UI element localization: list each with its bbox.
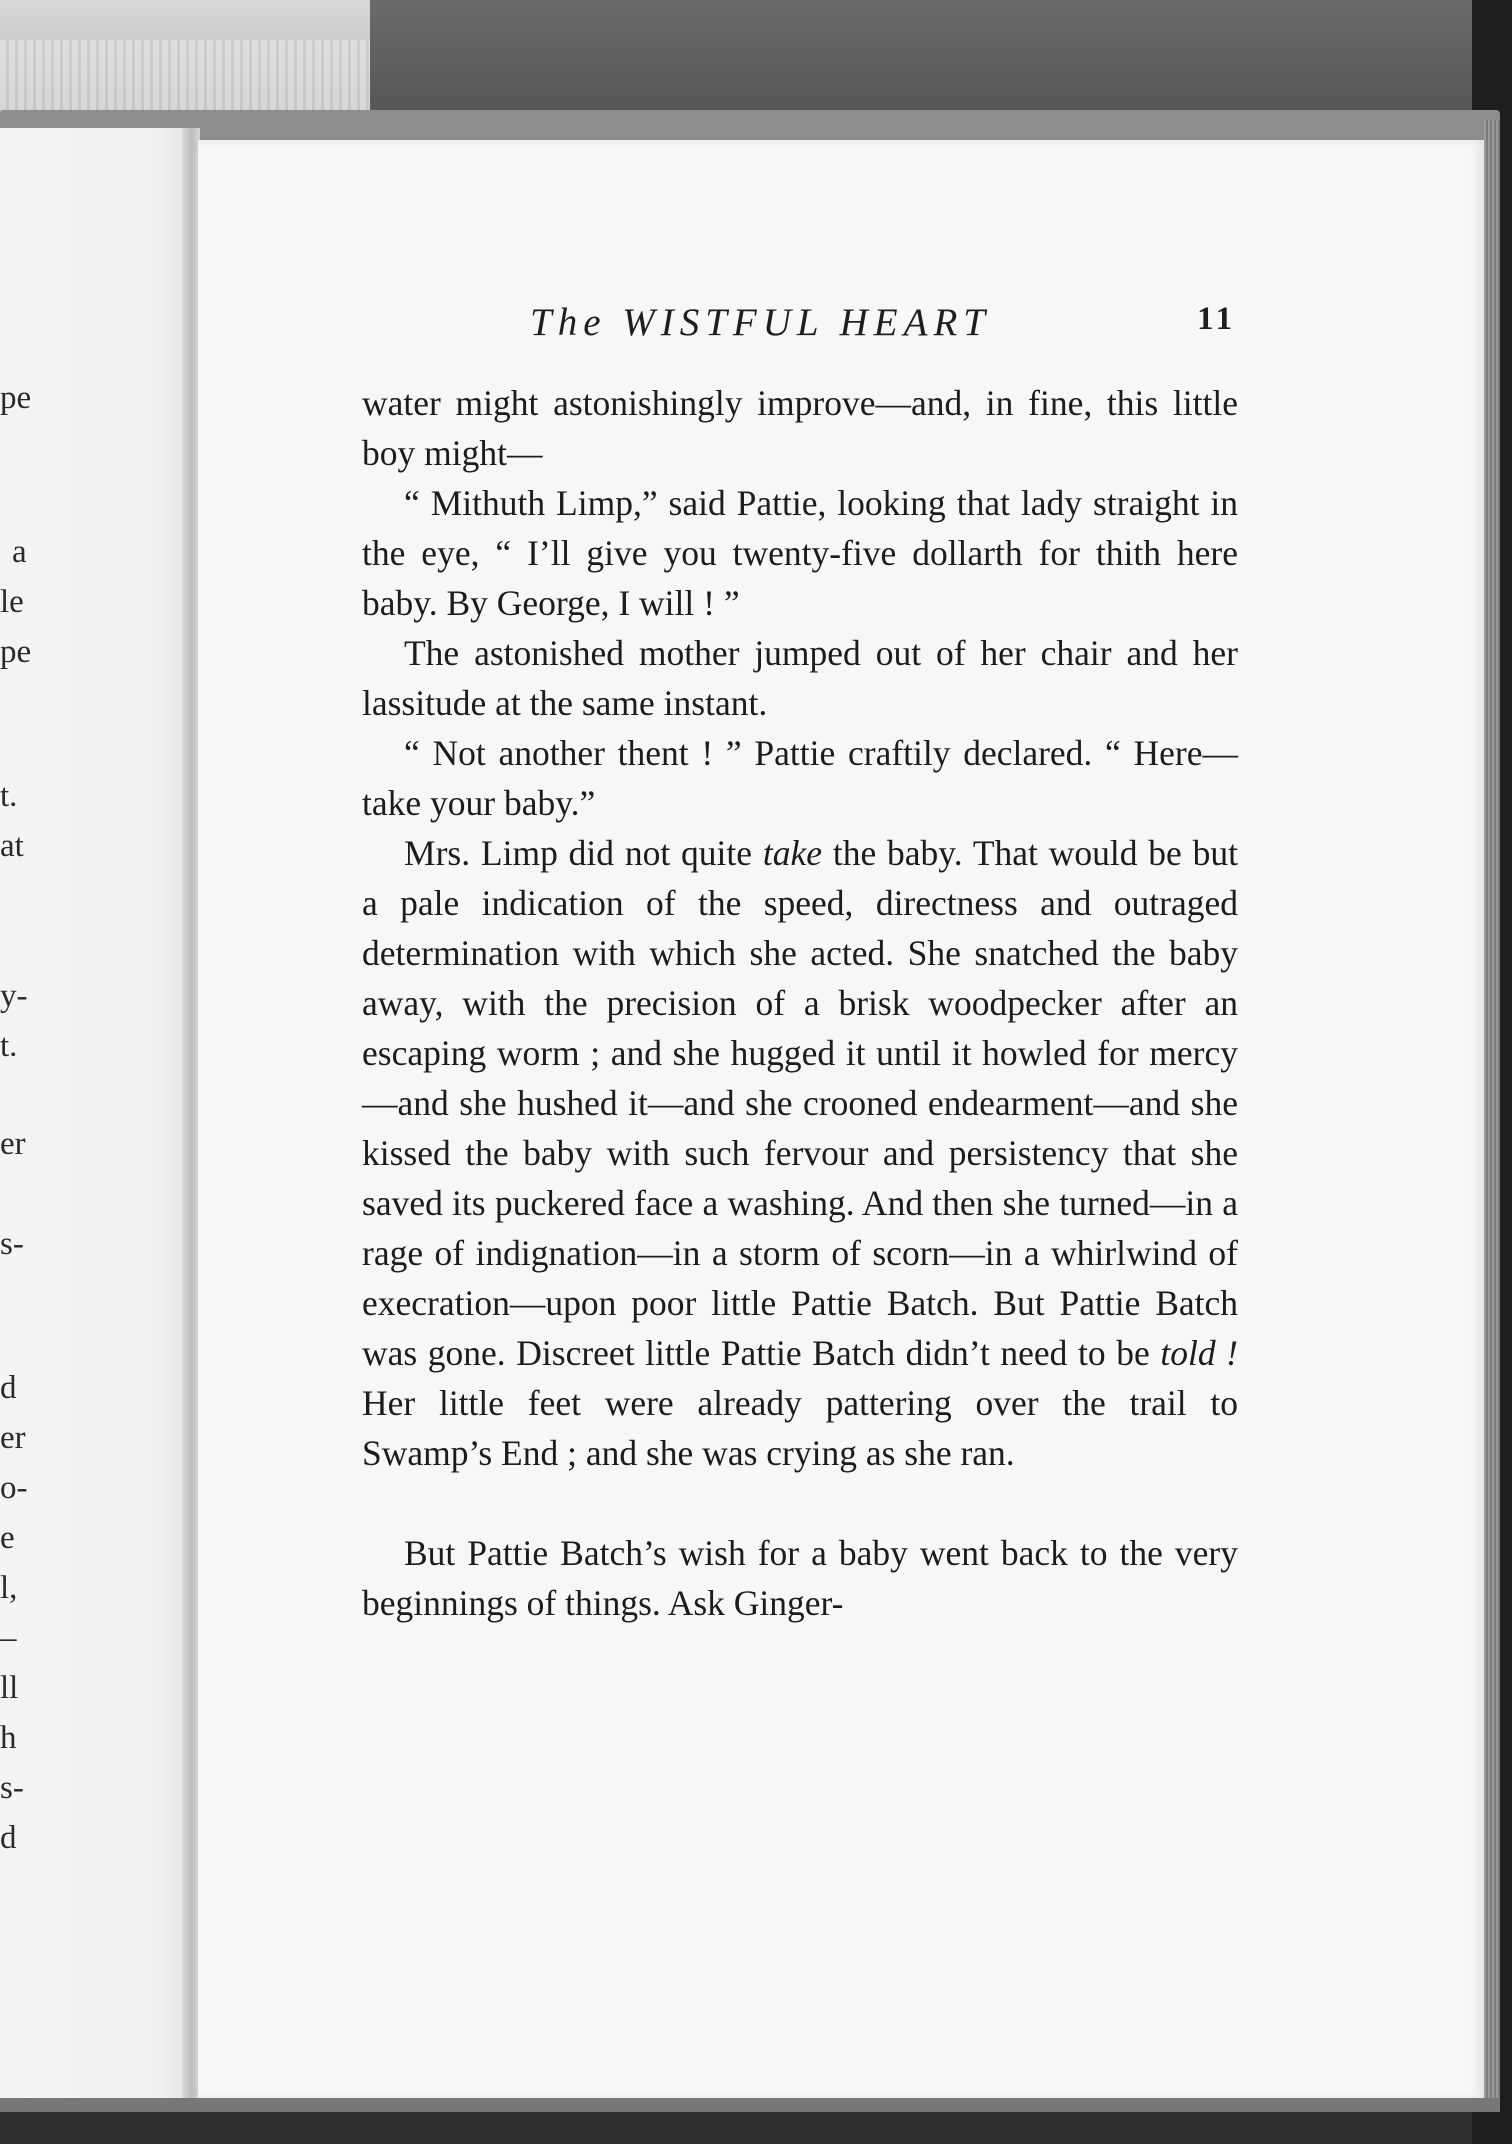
left-page-fragment: e: [0, 1520, 15, 1556]
left-page: [0, 128, 196, 2098]
left-page-fragment: d: [0, 1370, 17, 1406]
left-page-fragment: s-: [0, 1226, 24, 1262]
left-page-fragment: pe: [0, 380, 32, 416]
left-page-fragment: t.: [0, 1028, 18, 1064]
page-number: 11: [1197, 301, 1237, 337]
page-edges: [1484, 120, 1500, 2110]
left-page-fragment: o-: [0, 1470, 28, 1506]
left-page-fragment: d: [0, 1820, 17, 1856]
left-page-fragment: er: [0, 1420, 26, 1456]
paragraph-continued: water might astonishingly improve—and, in fine, this little boy might—: [362, 383, 1238, 473]
left-page-fragment: er: [0, 1126, 26, 1162]
left-page-fragment: pe: [0, 634, 32, 670]
left-page-fragment: t.: [0, 778, 18, 814]
text-run: the baby. That would be but a pale indication of the speed, directness and outraged determination with which she acted. She snatched the baby away, with the precision of a brisk woodpecker after an escaping worm ; and she hugged it until it howled for mercy—and she hushed it—and she crooned endearment—and she kissed the baby with such fervour and persistency that she saved its puckered face a washing. And then she turned—in a rage of indignation—in a storm of scorn—in a whirlwind of execration—upon poor little Pattie Batch. But Pattie Batch was gone. Discreet little Pattie Batch didn’t need to be: [362, 833, 1238, 1373]
left-page-fragment: y-: [0, 978, 28, 1014]
left-page-fragment: at: [0, 828, 24, 864]
paragraph-section-start: But Pattie Batch’s wish for a baby went back to the very beginnings of things. Ask Ginger-: [362, 1533, 1238, 1623]
paragraph: “ Not another thent ! ” Pattie craftily declared. “ Here—take your baby.”: [362, 733, 1238, 823]
left-page-fragment: a: [12, 534, 27, 570]
running-head: [530, 300, 1240, 345]
paragraph: [362, 828, 1238, 1478]
text-run: Mrs. Limp did not quite: [404, 833, 763, 873]
left-page-fragment: ll: [0, 1670, 19, 1706]
left-page-fragment: s-: [0, 1770, 24, 1806]
italic-text: told !: [1160, 1333, 1238, 1373]
left-page-fragment: l,: [0, 1570, 18, 1606]
book-title: The WISTFUL HEART: [530, 301, 991, 344]
paragraph: The astonished mother jumped out of her chair and her lassitude at the same instant.: [362, 633, 1238, 723]
bookmark-ribbon: [0, 40, 370, 110]
background-top: [370, 0, 1512, 120]
page-body: [362, 378, 1238, 1628]
text-run: Her little feet were already pattering over the trail to Swamp’s End ; and she was crying as she ran.: [362, 1383, 1238, 1473]
left-page-fragment: –: [0, 1620, 17, 1656]
italic-text: take: [762, 833, 823, 873]
book-bottom-edge: [0, 2098, 1500, 2112]
paragraph: “ Mithuth Limp,” said Pattie, looking that lady straight in the eye, “ I’ll give you twenty-five dollarth for thith here baby. By George, I will ! ”: [362, 483, 1238, 623]
left-page-fragment: h: [0, 1720, 17, 1756]
left-page-fragment: le: [0, 584, 24, 620]
